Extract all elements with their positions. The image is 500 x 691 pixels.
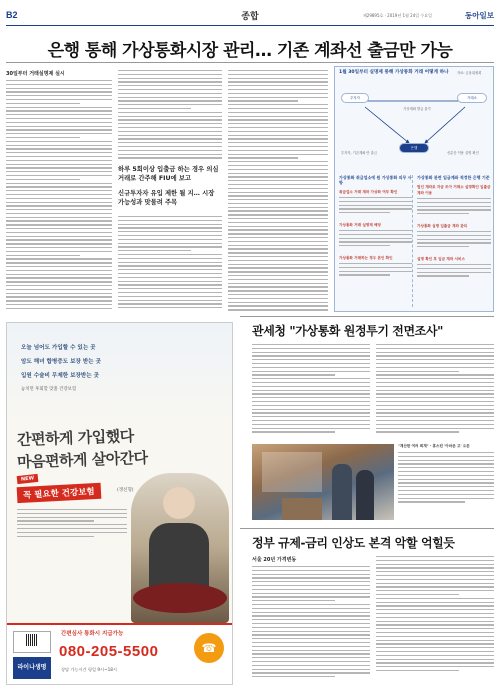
left-panel-title: 가상통화 취급업소에 원 가상통화 의무 사항 [339,175,412,185]
third-article-column-2 [376,556,494,684]
ad-model-photo [131,473,229,623]
ad-phone-label: 간편심사 통화시 지급가능 [61,631,124,637]
ad-phone-number[interactable]: 080-205-5500 [59,643,159,660]
right-panel-title: 가상통화 관련 입금계좌 적정한 은행 기준 [417,175,490,180]
insurance-advertisement[interactable] [6,322,233,685]
issue-meta: 제29895호 · 2019년 1월 24일 수요일 [362,13,432,18]
right-note: 신분증 이용 실명 확인 [447,151,479,155]
ad-benefit: 암도 해녀 합병증도 보장 받는 곳 [21,359,101,365]
page-number: B2 [6,10,18,20]
article-column-2-top [118,70,222,162]
infographic-source: 자료: 금융위원회 [457,71,482,75]
left-item-2-body [339,230,412,252]
second-article-column-1 [252,344,370,440]
infographic-right-panel [417,175,491,307]
right-item-2-body [417,231,491,253]
ad-qr-box [13,631,51,653]
left-item-1-body [339,197,412,219]
main-headline: 은행 통해 가상통화시장 관리… 기존 계좌선 출금만 가능 [47,41,453,61]
ad-fine-print [17,509,127,619]
right-item-1: 법인 계좌로 자금 모아 거래소 실명확인 입출금 계좌 이용 [417,185,491,195]
right-item-1-body [417,198,491,220]
exchange-node: 거래소 [457,93,487,103]
article-column-2-bottom [118,216,222,312]
photo-caption-block [398,444,494,520]
section-name: 종합 [241,12,259,22]
left-item-3: 가상통화 거래하는 경우 본인 확인 [339,256,393,260]
ad-footer-note: 상담 가능시간 평일 9시~18시 [61,667,117,672]
second-article-column-2 [376,344,494,440]
newspaper-logo: 동아일보 [465,11,494,20]
account-note: 가상계좌 발급 불가 [403,107,431,111]
article-lead: 30일부터 거래실명제 실시 [6,71,65,77]
ad-benefit-list [21,341,101,397]
ad-footer[interactable] [7,623,232,684]
third-article-headline: 정부 규제-금리 인상도 본격 악할 억힐듯 [252,536,455,550]
photo-caption-title: "계산한 여러 회계" - 휴스턴 '아마존 고' 오픈 [398,444,470,448]
news-photo [252,444,394,520]
page-header [6,6,494,26]
left-note: 투자자, 기존계좌 만 출금 [341,151,378,155]
article-column-3 [228,70,328,312]
ad-product-sub: (갱신형) [117,488,134,493]
left-item-2: 가상통화 거래 실명제 해당 [339,223,381,227]
infographic-box [334,66,494,312]
pull-quote-2: 신규투자자 유입 제한 될 지… 시장 가능성과 맞물려 주목 [118,190,215,206]
investor-node: 투자자 [341,93,369,103]
ad-product-name: 꼭 필요한 건강보험 [17,483,101,503]
bank-node: 은행 [399,143,429,153]
infographic-left-panel [339,175,413,307]
third-article-column-1 [252,566,370,684]
phone-icon: ☎ [194,633,224,663]
ad-benefit: 오늘 넘어도 가입할 수 있는 곳 [21,345,96,351]
photo-caption-body [398,452,494,512]
divider [240,528,494,529]
second-article-headline: 관세청 "가상통화 원정투기 전면조사" [252,324,443,338]
right-item-2: 가상통화 실명 입출금 계좌 관리 [417,224,468,228]
ad-benefit: 입원 수술비 무제한 보장받는 곳 [21,373,100,379]
pull-quote-1: 하루 5회이상 입출금 하는 경우 의심거래로 간주해 FIU에 보고 [118,166,219,182]
divider [240,316,494,317]
ad-new-badge: NEW [17,474,39,484]
right-item-3: 실명 확인 후 입금 계좌 서비스 [417,257,465,261]
third-article-lead: 서울 20년 가격변동 [252,557,297,563]
left-item-1: 취급업소 거래 계좌 가상화 여부 확인 [339,190,398,194]
ad-company-logo: 라이나생명 [13,657,51,679]
divider [6,62,494,63]
ad-benefit: 놓치면 후회할 맞춤 건강보험 [21,387,77,392]
right-item-3-body [417,264,491,284]
infographic-title: 1월 30일부터 실명제 통해 가상통화 거래 어떻게 하나 [339,70,449,75]
article-column-1 [6,80,112,312]
ad-slogan-2: 마음편하게 살아간다 [16,448,148,472]
ad-slogan-1: 간편하게 가입했다 [16,426,134,450]
left-item-3-body [339,263,412,283]
